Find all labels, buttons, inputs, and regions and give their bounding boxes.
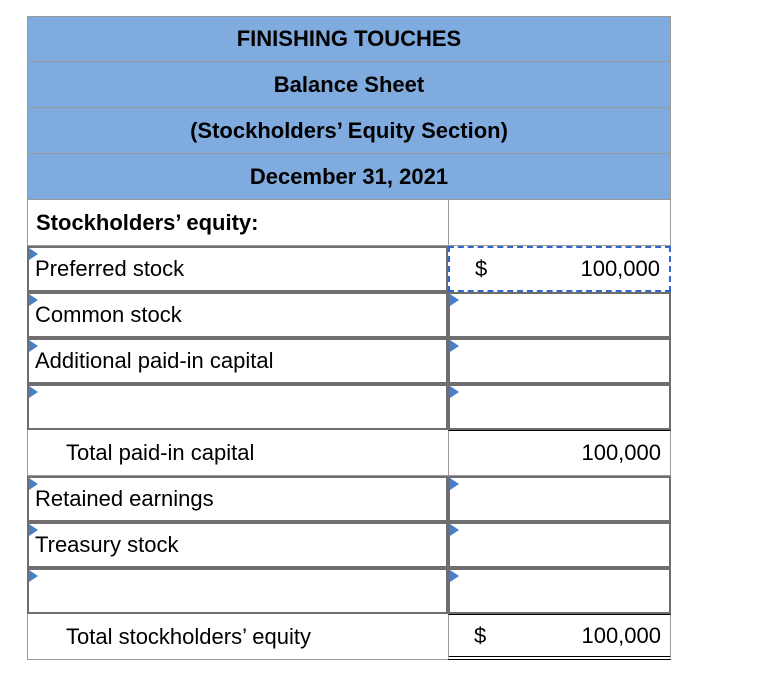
table-row	[27, 476, 671, 522]
total-paid-in-capital-cell	[448, 430, 671, 476]
retained-earnings-amount-input[interactable]	[448, 476, 671, 522]
dollar-sign: $	[475, 256, 488, 281]
date-header: December 31, 2021	[27, 154, 671, 200]
total-stockholders-equity-label: Total stockholders’ equity	[27, 614, 448, 660]
dropdown-marker-icon	[450, 478, 459, 490]
table-row	[27, 384, 671, 430]
table-row	[27, 568, 671, 614]
table-row	[27, 200, 671, 246]
table-row	[27, 522, 671, 568]
common-stock-label-input[interactable]	[27, 292, 448, 338]
statement-title-header: Balance Sheet	[27, 62, 671, 108]
apic-label: Additional paid-in capital	[35, 348, 274, 373]
dropdown-marker-icon	[450, 524, 459, 536]
blank-amount-input-2[interactable]	[448, 568, 671, 614]
common-stock-amount-input[interactable]	[448, 292, 671, 338]
dropdown-marker-icon	[450, 340, 459, 352]
treasury-stock-label: Treasury stock	[35, 532, 179, 557]
apic-amount-input[interactable]	[448, 338, 671, 384]
blank-label-input-1[interactable]	[27, 384, 448, 430]
preferred-stock-label: Preferred stock	[35, 256, 185, 281]
dropdown-marker-icon	[450, 294, 459, 306]
company-name-header: FINISHING TOUCHES	[27, 16, 671, 62]
stockholders-equity-heading: Stockholders’ equity:	[27, 200, 448, 246]
table-row	[27, 246, 671, 292]
dropdown-marker-icon	[450, 570, 459, 582]
table-row	[27, 614, 671, 660]
table-row	[27, 292, 671, 338]
preferred-stock-label-input[interactable]	[27, 246, 448, 292]
dropdown-marker-icon	[29, 524, 38, 536]
retained-earnings-label: Retained earnings	[35, 486, 214, 511]
balance-sheet	[27, 16, 671, 660]
table-row	[27, 338, 671, 384]
preferred-stock-amount: 100,000	[580, 256, 660, 281]
dropdown-marker-icon	[29, 340, 38, 352]
preferred-stock-amount-input[interactable]	[448, 246, 671, 292]
apic-label-input[interactable]	[27, 338, 448, 384]
total-stockholders-equity-amount: 100,000	[581, 622, 661, 648]
total-paid-in-capital-label: Total paid-in capital	[27, 430, 448, 476]
dropdown-marker-icon	[29, 386, 38, 398]
section-title-header: (Stockholders’ Equity Section)	[27, 108, 671, 154]
dropdown-marker-icon	[29, 248, 38, 260]
total-paid-in-capital-amount: 100,000	[581, 440, 661, 465]
dropdown-marker-icon	[29, 294, 38, 306]
common-stock-label: Common stock	[35, 302, 182, 327]
table-row	[27, 430, 671, 476]
dropdown-marker-icon	[29, 570, 38, 582]
dropdown-marker-icon	[29, 478, 38, 490]
dollar-sign: $	[474, 622, 487, 648]
treasury-stock-label-input[interactable]	[27, 522, 448, 568]
total-stockholders-equity-cell	[448, 614, 671, 660]
blank-label-input-2[interactable]	[27, 568, 448, 614]
treasury-stock-amount-input[interactable]	[448, 522, 671, 568]
blank-amount-input-1[interactable]	[448, 384, 671, 430]
retained-earnings-label-input[interactable]	[27, 476, 448, 522]
dropdown-marker-icon	[450, 386, 459, 398]
heading-value-cell	[448, 200, 671, 246]
